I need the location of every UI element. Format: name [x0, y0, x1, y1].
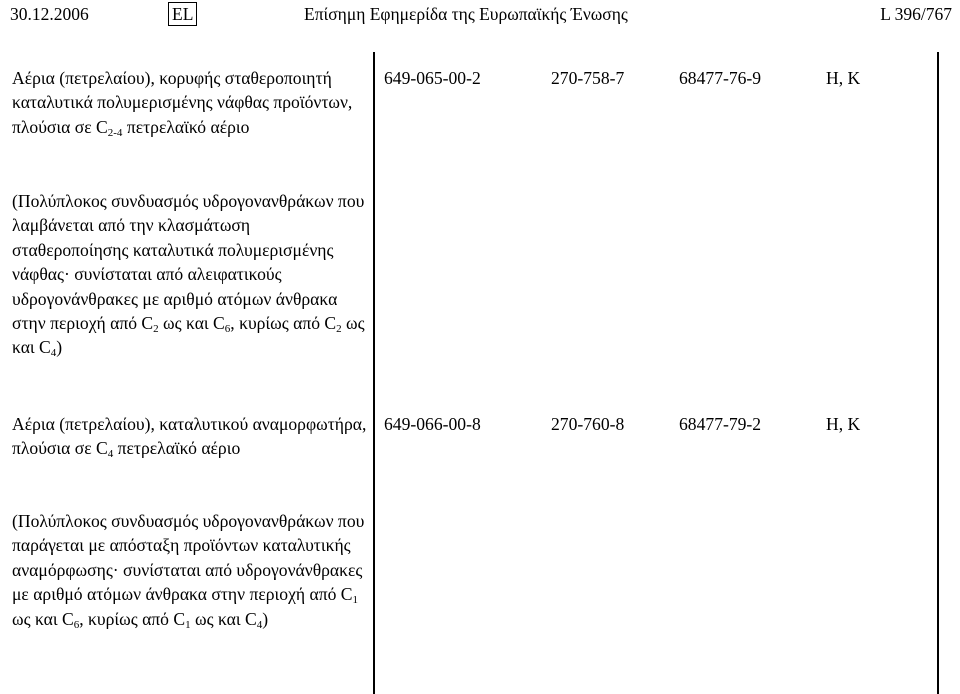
index-number: 649-065-00-2: [384, 68, 481, 88]
cas-number: 68477-76-9: [679, 68, 762, 88]
page-header: [0, 0, 960, 30]
notes-code: H, K: [826, 414, 861, 434]
cas-number: 68477-79-2: [679, 414, 762, 434]
index-number: 649-066-00-8: [384, 414, 481, 434]
notes-code: H, K: [826, 68, 861, 88]
ec-number: 270-760-8: [551, 414, 625, 434]
page-reference: L 396/767: [880, 4, 952, 24]
substance-description: (Πολύπλοκος συνδυασμός υδρογονανθράκων που λαμβάνεται από την κλασμάτωση σταθεροποίησης καταλυτικά πολυμερισμένης νάφθας· συνίσταται από αλειφατικούς υδρογονάνθρακες με αριθμό ατόμων άνθρακα στην περιοχή από $C_2$ ως και $C_6$, κυρίως από $C_2$ ως και $C_4$): [12, 191, 365, 360]
substance-name: Αέρια (πετρελαίου), καταλυτικού αναμορφωτήρα, πλούσια σε $C_4$ πετρελαϊκό αέριο: [12, 414, 367, 461]
journal-title: Επίσημη Εφημερίδα της Ευρωπαϊκής Ένωσης: [304, 4, 628, 24]
table-divider-right: [937, 52, 939, 694]
substance-description: (Πολύπλοκος συνδυασμός υδρογονανθράκων που παράγεται με απόσταξη προϊόντων καταλυτικής αναμόρφωσης· συνίσταται από υδρογονάνθρακες με αριθμό ατόμων άνθρακα στην περιοχή από $C_1$ ως και $C_6$, κυρίως από $C_1$ ως και $C_4$): [12, 511, 365, 631]
table-divider-left: [373, 52, 375, 694]
substance-name: Αέρια (πετρελαίου), κορυφής σταθεροποιητή καταλυτικά πολυμερισμένης νάφθας προϊόντων, πλούσια σε $C_{2-4}$ πετρελαϊκό αέριο: [12, 68, 353, 139]
language-code-box: EL: [168, 2, 197, 26]
publication-date: 30.12.2006: [10, 4, 89, 24]
ec-number: 270-758-7: [551, 68, 625, 88]
